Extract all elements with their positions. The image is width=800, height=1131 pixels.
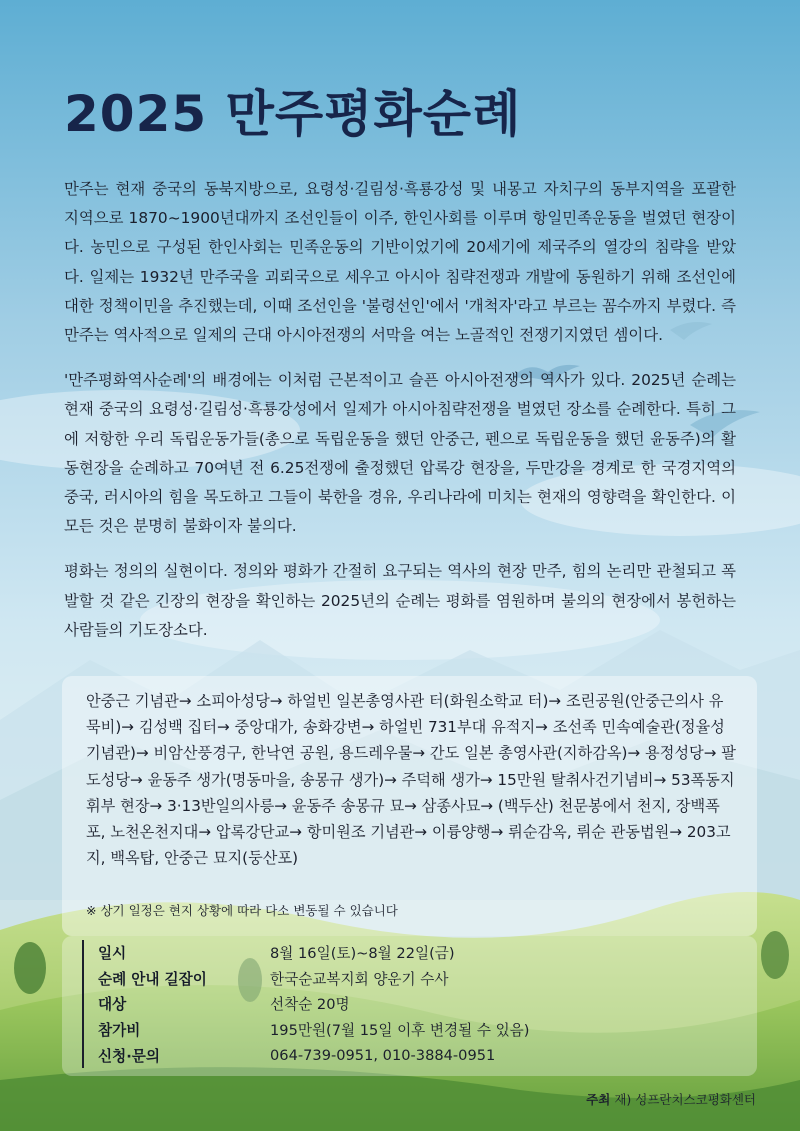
info-value: 064-739-0951, 010-3884-0951 [270,1046,496,1064]
route-note: ※ 상기 일정은 현지 상황에 따라 다소 변동될 수 있습니다 [86,903,398,918]
host-name: 재) 성프란치스코평화센터 [614,1092,756,1107]
intro-text [64,175,736,661]
route-list [86,688,736,871]
route-text: 안중근 기념관→ 소피아성당→ 하얼빈 일본총영사관 터(화원소학교 터)→ 조린공원(안중근의사 유묵비)→ 김성백 집터→ 중앙대가, 송화강변→ 하얼빈 731부대 유적지→ 조선족 민속예술관(정율성 기념관)→ 비암산풍경구, 한낙연 공원, 용드레우물→ 간도 일본 총영사관(지하감옥)→ 용정성당→ 팔도성당→ 윤동주 생가(명동마을, 송몽규 생가)→ 주덕해 생가→ 15만원 탈취사건기념비→ 53폭동지휘부 현장→ 3·13반일의사릉→ 윤동주 송몽규 묘→ 삼종사묘→ (백두산) 천문봉에서 천지, 장백폭포, 노천온천지대→ 압록강단교→ 항미원조 기념관→ 이륭양행→ 뤼순감옥, 뤼순 관동법원→ 203고지, 백옥탑, 안중근 묘지(둥산포) [86,692,736,868]
info-row-contact [84,1042,724,1068]
intro-paragraph: 평화는 정의의 실현이다. 정의와 평화가 간절히 요구되는 역사의 현장 만주, 힘의 논리만 관철되고 폭발할 것 같은 긴장의 현장을 확인하는 2025년의 순례는 평화를 염원하며 불의의 현장에서 봉헌하는 사람들의 기도장소다. [64,562,736,639]
host-label: 주최 [586,1092,611,1107]
info-label: 대상 [98,996,127,1014]
info-table [82,940,724,1068]
info-value: 선착순 20명 [270,996,350,1014]
info-row-guide [84,966,724,992]
page-title: 2025 만주평화순례 [64,85,522,143]
intro-paragraph: '만주평화역사순례'의 배경에는 이처럼 근본적이고 슬픈 아시아전쟁의 역사가 있다. 2025년 순례는 현재 중국의 요령성·길림성·흑룡강성에서 일제가 아시아침략전쟁을 벌였던 장소를 순례한다. 특히 그에 저항한 우리 독립운동가들(총으로 독립운동을 했던 안중근, 펜으로 독립운동을 했던 윤동주)의 활동현장을 순례하고 70여년 전 6.25전쟁에 출정했던 압록강 현장을, 두만강을 경계로 한 국경지역의 중국, 러시아의 힘을 목도하고 그들이 북한을 경유, 우리나라에 미치는 현재의 영향력을 확인한다. 이 모든 것은 분명히 불화이자 불의다. [64,371,736,536]
info-value: 8월 16일(토)~8월 22일(금) [270,945,455,963]
info-row-date [84,940,724,966]
host-credit [586,1090,756,1108]
info-value: 195만원(7월 15일 이후 변경될 수 있음) [270,1022,530,1040]
info-label: 참가비 [98,1022,141,1040]
info-value: 한국순교복지회 양운기 수사 [270,970,449,988]
info-row-fee [84,1017,724,1043]
info-label: 신청·문의 [98,1047,160,1065]
info-label: 순례 안내 길잡이 [98,970,207,988]
intro-paragraph: 만주는 현재 중국의 동북지방으로, 요령성·길림성·흑룡강성 및 내몽고 자치구의 동부지역을 포괄한 지역으로 1870~1900년대까지 조선인들이 이주, 한인사회를 이루며 항일민족운동을 벌였던 현장이다. 농민으로 구성된 한인사회는 민족운동의 기반이었기에 20세기에 제국주의 열강의 침략을 받았다. 일제는 1932년 만주국을 괴뢰국으로 세우고 아시아 침략전쟁과 개발에 동원하기 위해 조선인에 대한 정책이민을 추진했는데, 이때 조선인을 '불령선인'에서 '개척자'라고 부르는 꼼수까지 부렸다. 즉 만주는 역사적으로 일제의 근대 아시아전쟁의 서막을 여는 노골적인 전쟁기지였던 셈이다. [64,180,736,345]
info-label: 일시 [98,945,127,963]
info-row-target [84,991,724,1017]
